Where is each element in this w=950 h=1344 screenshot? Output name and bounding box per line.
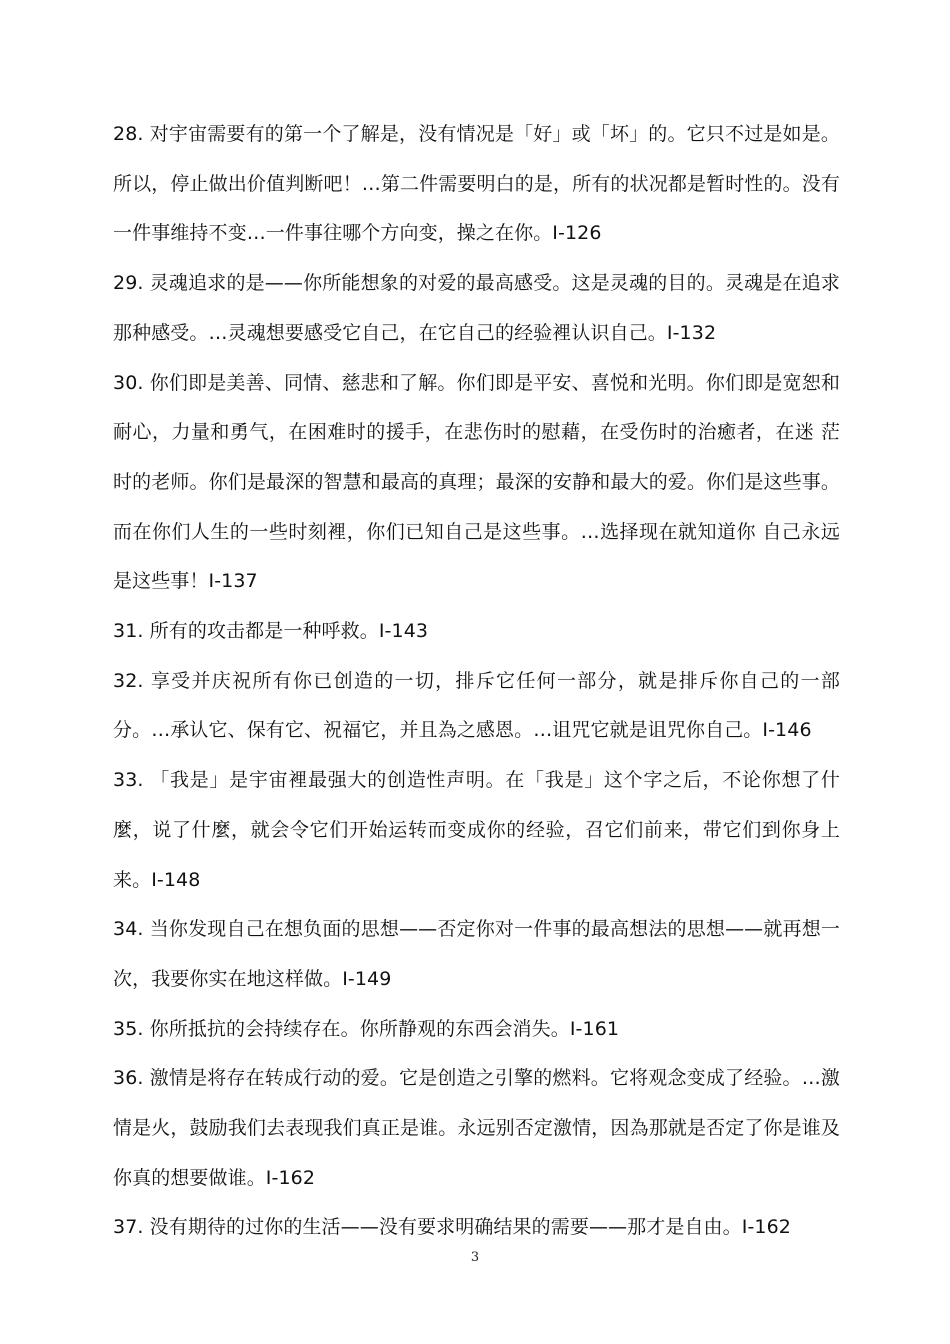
page-number: 3 (470, 1250, 480, 1265)
paragraph-28: 28. 对宇宙需要有的第一个了解是，没有情况是「好」或「坏」的。它只不过是如是。所以，停止做出价值判断吧！…第二件需要明白的是，所有的状况都是暂时性的。没有一件事维持不变…一件事往哪个方向变，操之在你。I-126 (113, 123, 840, 245)
paragraph-36: 36. 激情是将存在转成行动的爱。它是创造之引擎的燃料。它将观念变成了经验。…激情是火，鼓励我们去表现我们真正是谁。永远别否定激情，因為那就是否定了你是谁及你真的想要做谁。I-162 (113, 1067, 840, 1189)
paragraph-30: 30. 你们即是美善、同情、慈悲和了解。你们即是平安、喜悦和光明。你们即是宽恕和耐心，力量和勇气，在困难时的援手，在悲伤时的慰藉，在受伤时的治癒者，在迷 茫时的老师。你们是最深的智慧和最高的真理；最深的安静和最大的爱。你们是这些事。而在你们人生的一些时刻裡，你们已知自己是这些事。…选择现在就知道你 自己永远是这些事！I-137 (113, 371, 840, 593)
paragraph-35: 35. 你所抵抗的会持续存在。你所静观的东西会消失。I-161 (113, 1017, 620, 1040)
text-body (113, 110, 840, 1253)
paragraph-34: 34. 当你发现自己在想负面的思想——否定你对一件事的最高想法的思想——就再想一次，我要你实在地这样做。I-149 (113, 918, 840, 990)
paragraph-31: 31. 所有的攻击都是一种呼救。I-143 (113, 620, 429, 643)
paragraph-33: 33. 「我是」是宇宙裡最强大的创造性声明。在「我是」这个字之后，不论你想了什麼，说了什麼，就会令它们开始运转而变成你的经验，召它们前来，带它们到你身上来。I-148 (113, 769, 840, 891)
paragraph-32: 32. 享受并庆祝所有你已创造的一切，排斥它任何一部分，就是排斥你自己的一部分。…承认它、保有它、祝福它，并且為之感恩。…诅咒它就是诅咒你自己。I-146 (113, 669, 840, 742)
paragraph-37: 37. 没有期待的过你的生活——没有要求明确结果的需要——那才是自由。I-162 (113, 1216, 791, 1239)
paragraph-29: 29. 灵魂追求的是——你所能想象的对爱的最高感受。这是灵魂的目的。灵魂是在追求那种感受。…灵魂想要感受它自己，在它自己的经验裡认识自己。I-132 (113, 272, 840, 344)
